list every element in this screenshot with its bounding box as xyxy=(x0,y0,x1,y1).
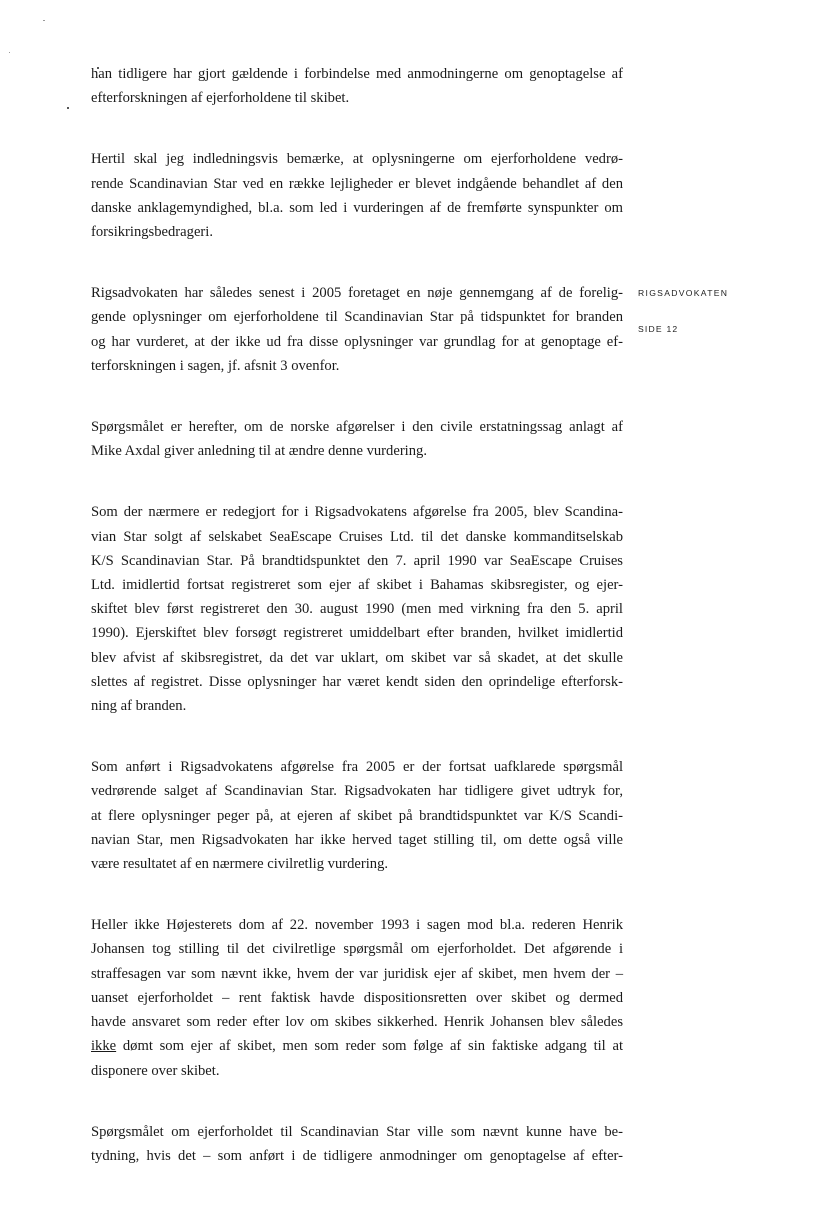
text-line: havde ansvaret som reder efter lov om skibes sikkerhed. Henrik Johansen blev således xyxy=(91,1014,623,1031)
page-sidebar xyxy=(638,288,728,334)
page-number: SIDE 12 xyxy=(638,324,679,334)
text-line: tydning, hvis det – som anført i de tidligere anmodninger om genoptagelse af efter- xyxy=(91,1147,623,1164)
text-line: skiftet blev først registreret den 30. august 1990 (men med virkning fra den 5. april xyxy=(91,601,623,618)
scan-speck xyxy=(43,20,45,21)
text-line: 1990). Ejerskiftet blev forsøgt registreret umiddelbart efter branden, hvilket imidlertid xyxy=(91,625,623,642)
text-fragment: dømt som ejer af skibet, men som reder som følge af sin faktiske adgang til at xyxy=(116,1038,623,1055)
text-line: Rigsadvokaten har således senest i 2005 foretaget en nøje gennemgang af de forelig- xyxy=(91,285,623,302)
text-line: efterforskningen af ejerforholdene til skibet. xyxy=(91,90,350,107)
paragraph xyxy=(91,62,623,110)
scan-speck xyxy=(9,52,10,53)
scan-speck xyxy=(67,107,69,109)
text-line: være resultatet af en nærmere civilretlig vurdering. xyxy=(91,856,389,873)
text-line: slettes af registret. Disse oplysninger har været kendt siden den oprindelige efterforsk- xyxy=(91,673,623,690)
text-line: navian Star, men Rigsadvokaten har ikke herved taget stilling til, om dette også ville xyxy=(91,831,623,848)
paragraph xyxy=(91,281,623,378)
text-line: disponere over skibet. xyxy=(91,1062,220,1079)
text-line: forsikringsbedrageri. xyxy=(91,224,213,241)
text-line-with-emphasis xyxy=(91,1034,623,1058)
text-line: Hertil skal jeg indledningsvis bemærke, at oplysningerne om ejerforholdene vedrø- xyxy=(91,151,623,168)
text-line: terforskningen i sagen, jf. afsnit 3 ovenfor. xyxy=(91,357,340,374)
text-line: at flere oplysninger peger på, at ejeren af skibet på brandtidspunktet var K/S Scandi- xyxy=(91,807,623,824)
text-line: Johansen tog stilling til det civilretlige spørgsmål om ejerforholdet. Det afgørende i xyxy=(91,941,623,958)
text-line: Som anført i Rigsadvokatens afgørelse fra 2005 er der fortsat uafklarede spørgsmål xyxy=(91,759,623,776)
text-line: Heller ikke Højesterets dom af 22. november 1993 i sagen mod bl.a. rederen Henrik xyxy=(91,917,623,934)
text-line: Mike Axdal giver anledning til at ændre denne vurdering. xyxy=(91,443,427,460)
text-line: vian Star solgt af selskabet SeaEscape Cruises Ltd. til det danske kommanditselskab xyxy=(91,528,623,545)
paragraph xyxy=(91,755,623,876)
text-line: Spørgsmålet om ejerforholdet til Scandinavian Star ville som nævnt kunne have be- xyxy=(91,1123,623,1140)
text-line: Som der nærmere er redegjort for i Rigsadvokatens afgørelse fra 2005, blev Scandina- xyxy=(91,504,623,521)
paragraph xyxy=(91,1120,623,1168)
emphasized-word: ikke xyxy=(91,1038,117,1055)
text-line: danske anklagemyndighed, bl.a. som led i vurderingen af de fremførte synspunkter om xyxy=(91,199,623,216)
text-line: uanset ejerforholdet – rent faktisk havde dispositionsretten over skibet og dermed xyxy=(91,989,623,1006)
paragraph xyxy=(91,147,623,244)
text-line: han tidligere har gjort gældende i forbindelse med anmodningerne om genoptagelse af xyxy=(91,66,623,82)
text-line: og har vurderet, at der ikke ud fra disse oplysninger var grundlag for at genoptage ef- xyxy=(91,333,623,350)
paragraph xyxy=(91,415,623,463)
text-line: ning af branden. xyxy=(91,698,187,715)
text-line: K/S Scandinavian Star. På brandtidspunktet den 7. april 1990 var SeaEscape Cruises xyxy=(91,552,623,569)
paragraph xyxy=(91,913,623,1082)
text-line: blev afvist af skibsregistret, da det var uklart, om skibet var så skadet, at det skulle xyxy=(91,649,623,666)
text-line: straffesagen var som nævnt ikke, hvem der var juridisk ejer af skibet, men hvem der – xyxy=(91,965,623,982)
text-line: Ltd. imidlertid fortsat registreret som ejer af skibet i Bahamas skibsregister, og ejer- xyxy=(91,577,623,594)
text-line: vedrørende salget af Scandinavian Star. Rigsadvokaten har tidligere givet udtryk for, xyxy=(91,783,623,800)
text-line: rende Scandinavian Star ved en række lejligheder er blevet indgående behandlet af den xyxy=(91,175,623,192)
organization-name: RIGSADVOKATEN xyxy=(638,288,729,298)
text-line: gende oplysninger om ejerforholdene til Scandinavian Star på tidspunktet for branden xyxy=(91,309,623,326)
paragraph xyxy=(91,500,623,718)
document-body xyxy=(91,62,623,1205)
text-line: Spørgsmålet er herefter, om de norske afgørelser i den civile erstatningssag anlagt af xyxy=(91,419,623,436)
